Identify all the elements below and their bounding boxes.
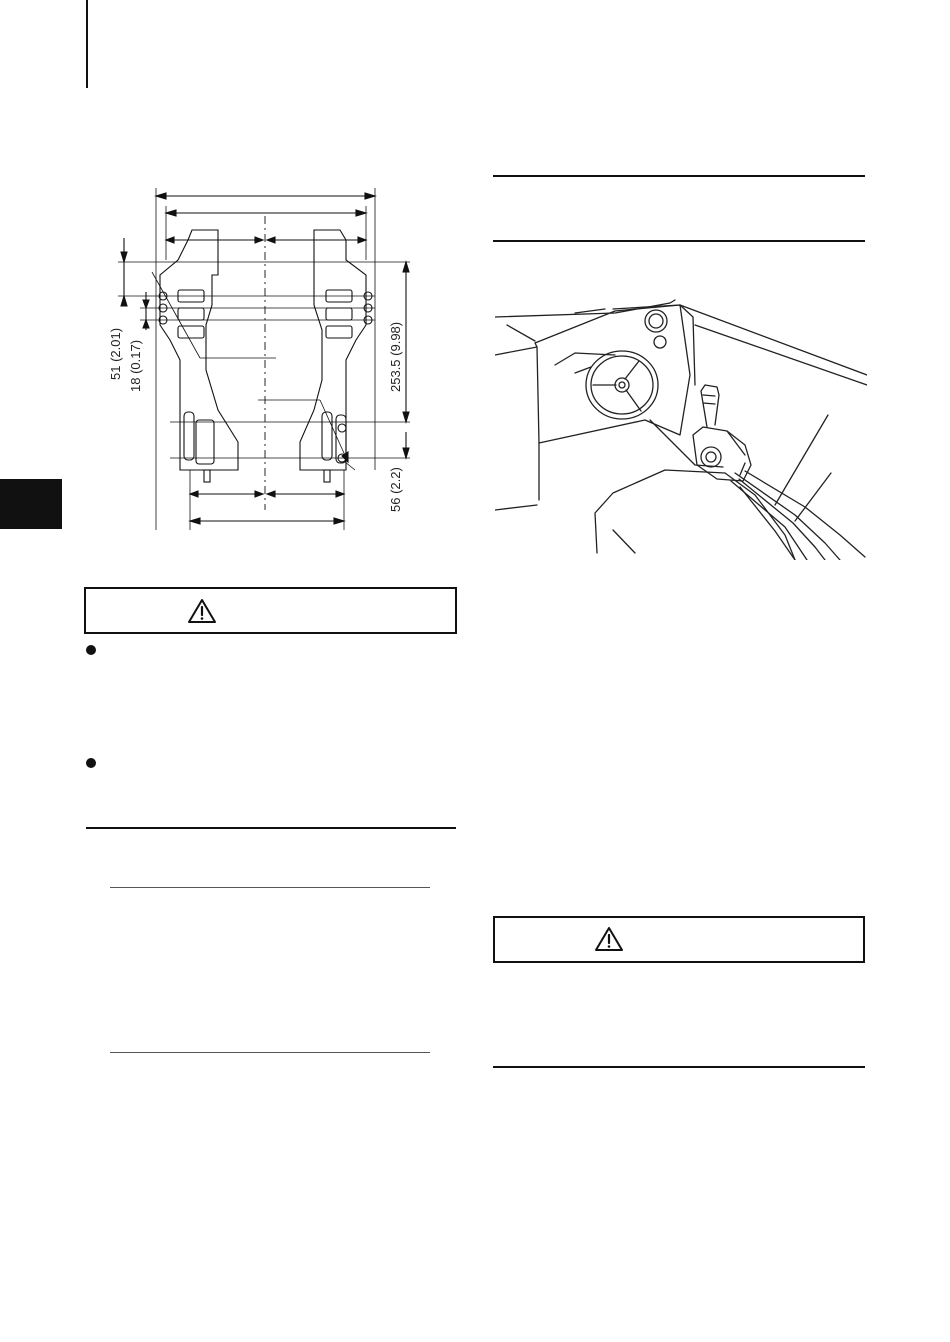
dim-label-bottom-offset: 56 (2.2) bbox=[388, 467, 403, 512]
warning-box-right bbox=[493, 916, 865, 963]
warning-triangle-icon bbox=[594, 926, 624, 952]
warning-triangle-icon bbox=[187, 598, 217, 624]
bracket-dimension-drawing bbox=[100, 180, 430, 540]
dim-label-top-offset: 51 (2.01) bbox=[108, 327, 123, 380]
page-margin-rule bbox=[86, 0, 88, 88]
warning-box-left bbox=[84, 587, 457, 634]
bullet-icon bbox=[86, 645, 96, 655]
table-rule-top bbox=[110, 887, 430, 888]
boat-console-illustration bbox=[495, 295, 867, 560]
left-bracket bbox=[160, 230, 238, 470]
section-rule bbox=[86, 827, 456, 829]
section-rule bbox=[493, 1066, 865, 1068]
dim-label-height: 253.5 (9.98) bbox=[388, 321, 403, 392]
right-bracket bbox=[300, 230, 366, 470]
section-rule bbox=[493, 240, 865, 242]
dim-label-hole-spacing: 18 (0.17) bbox=[128, 339, 143, 392]
section-rule bbox=[493, 175, 865, 177]
table-rule-bottom bbox=[110, 1052, 430, 1053]
bullet-icon bbox=[86, 758, 96, 768]
chapter-tab bbox=[0, 479, 62, 529]
